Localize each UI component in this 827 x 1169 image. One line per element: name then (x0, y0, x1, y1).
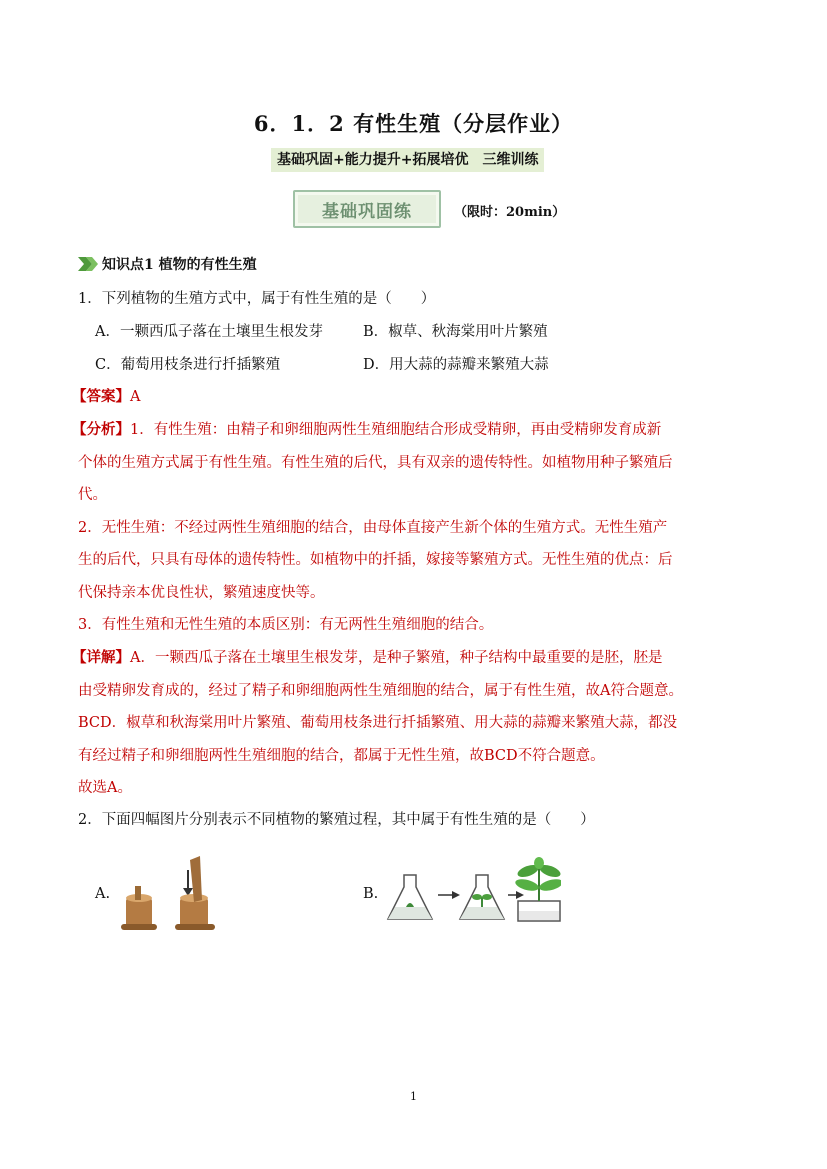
q2-option-a-label: A. (95, 886, 111, 902)
q1-analysis-line-2: 个体的生殖方式属于有性生殖。有性生殖的后代，具有双亲的遗传特性。如植物用种子繁殖后 (78, 455, 673, 471)
q1-option-d: D．用大蒜的蒜瓣来繁殖大蒜 (363, 357, 549, 373)
q1-analysis-line-7: 3．有性生殖和无性生殖的本质区别：有无两性生殖细胞的结合。 (78, 617, 494, 633)
q1-analysis-line-6: 代保持亲本优良性状，繁殖速度快等。 (78, 585, 325, 601)
q1-option-c: C．葡萄用枝条进行扦插繁殖 (95, 357, 281, 373)
tissue-culture-illustration (386, 855, 561, 930)
q1-option-a: A．一颗西瓜子落在土壤里生根发芽 (95, 324, 323, 340)
subtitle-banner: 基础巩固+能力提升+拓展培优 三维训练 (271, 148, 544, 172)
q1-analysis-line-1: 【分析】1．有性生殖：由精子和卵细胞两性生殖细胞结合形成受精卵，再由受精卵发育成新 (72, 421, 662, 438)
level-badge: 基础巩固练 (293, 190, 441, 228)
q2-option-b-label: B. (363, 886, 379, 902)
q1-detail-line-1: 【详解】A．一颗西瓜子落在土壤里生根发芽，是种子繁殖，种子结构中最重要的是胚，胚是 (72, 649, 663, 666)
q1-detail-line-5: 故选A。 (78, 780, 132, 796)
q1-answer (72, 387, 140, 407)
time-limit: （限时：20min） (454, 205, 566, 220)
q1-analysis-line-5: 生的后代，只具有母体的遗传特性。如植物中的扦插，嫁接等繁殖方式。无性生殖的优点：后 (78, 552, 673, 568)
analysis-tag: 【分析】 (72, 421, 130, 438)
section-label: 知识点1 植物的有性生殖 (102, 257, 257, 273)
answer-value: A (130, 389, 141, 405)
q1-detail-line-2: 由受精卵发育成的，经过了精子和卵细胞两性生殖细胞的结合，属于有性生殖，故A符合题意。 (78, 683, 683, 699)
section-heading (78, 254, 257, 274)
q1-analysis-line-3: 代。 (78, 487, 107, 503)
detail-tag: 【详解】 (72, 649, 130, 666)
q1-stem: 1．下列植物的生殖方式中，属于有性生殖的是（ ） (78, 291, 436, 307)
page-number: 1 (410, 1090, 417, 1103)
q1-analysis-line-4: 2．无性生殖：不经过两性生殖细胞的结合，由母体直接产生新个体的生殖方式。无性生殖产 (78, 520, 668, 536)
q1-detail-line-3: BCD．椒草和秋海棠用叶片繁殖、葡萄用枝条进行扦插繁殖、用大蒜的蒜瓣来繁殖大蒜，都没 (78, 715, 678, 731)
grafting-illustration (118, 850, 228, 935)
double-chevron-icon (78, 257, 100, 271)
answer-tag: 【答案】 (72, 388, 130, 405)
q2-stem: 2．下面四幅图片分别表示不同植物的繁殖过程，其中属于有性生殖的是（ ） (78, 812, 595, 828)
q1-option-b: B．椒草、秋海棠用叶片繁殖 (363, 324, 548, 340)
q1-detail-line-4: 有经过精子和卵细胞两性生殖细胞的结合，都属于无性生殖，故BCD不符合题意。 (78, 748, 605, 764)
page-title: 6．1．2 有性生殖（分层作业） (253, 111, 574, 136)
